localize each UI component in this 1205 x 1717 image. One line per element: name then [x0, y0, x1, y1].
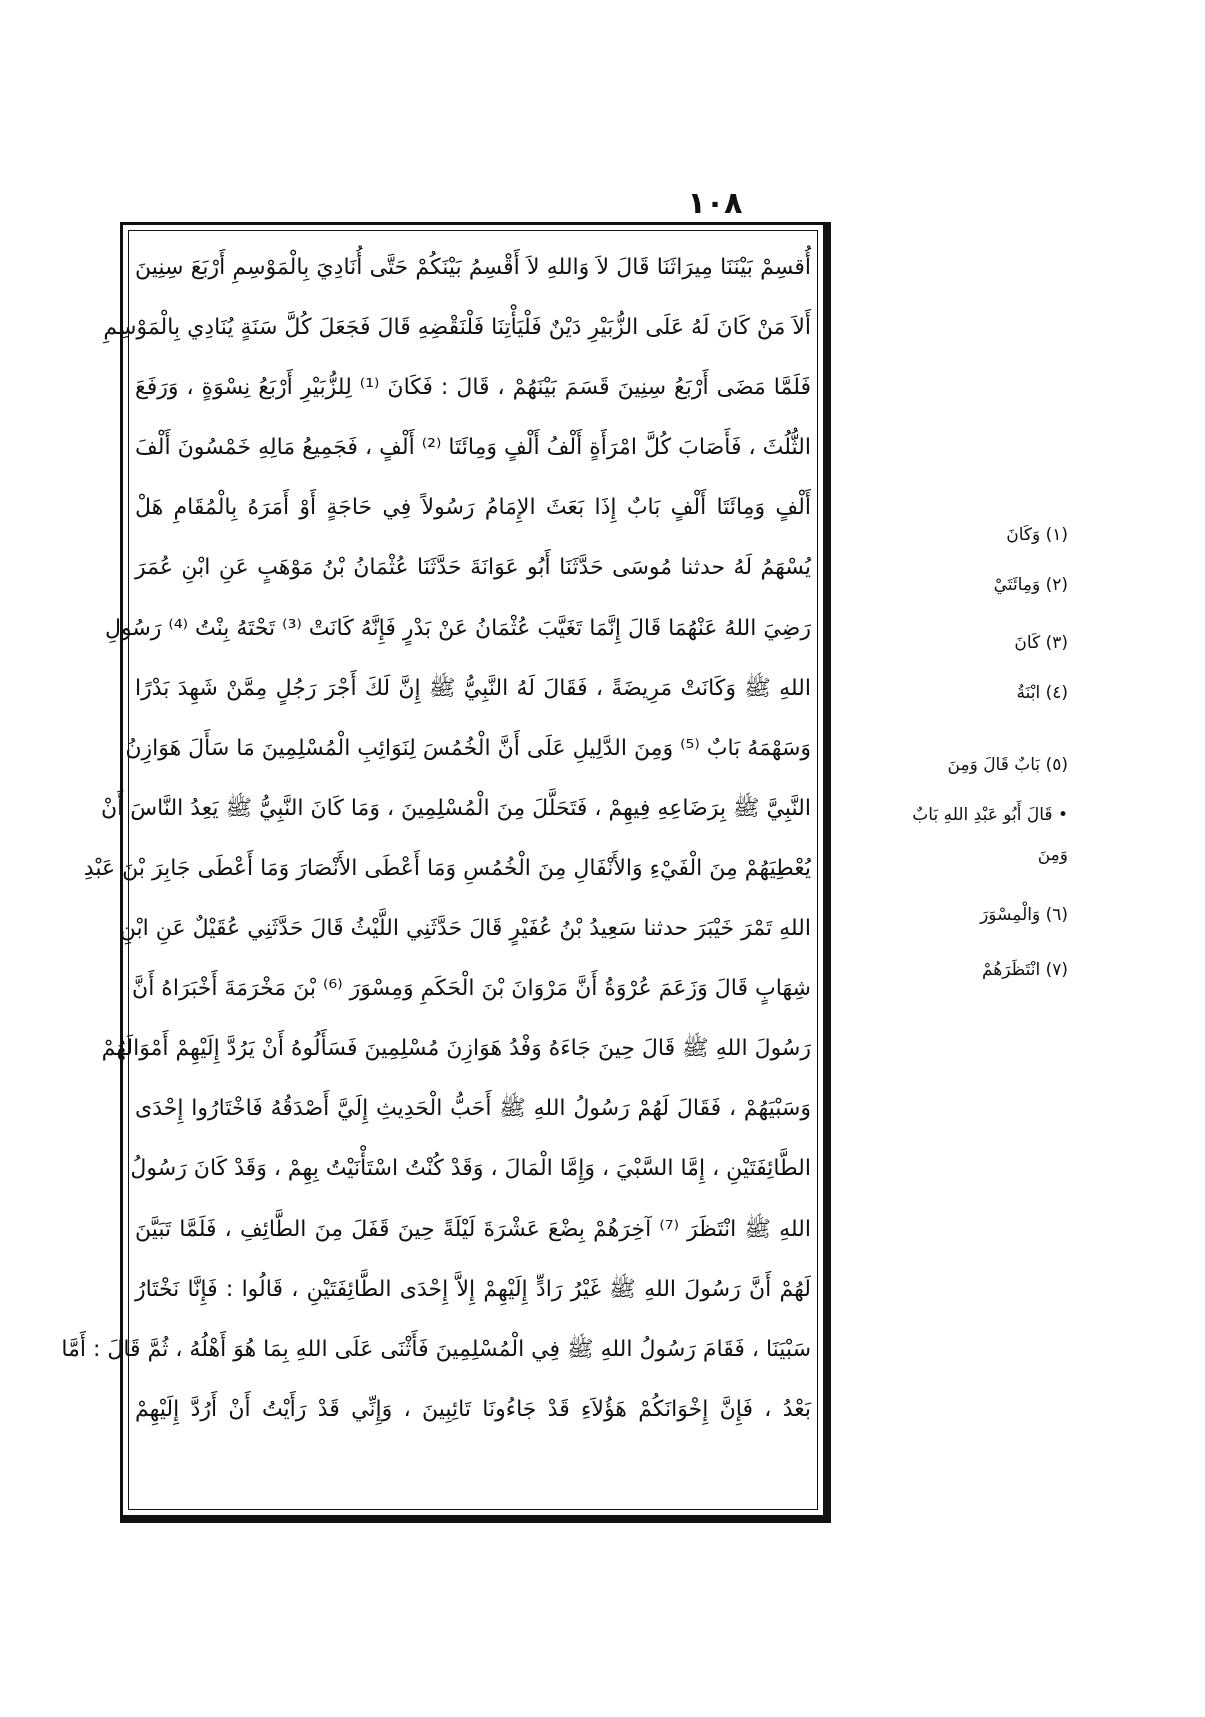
text-line: وَسَبْيَهُمْ ، فَقَالَ لَهُمْ رَسُولُ اللهِ ﷺ أَحَبُّ الْحَدِيثِ إِلَيَّ أَصْدَقُهُ فَاخْتَارُوا إِحْدَى: [135, 1096, 811, 1122]
margin-notes: [848, 515, 1068, 985]
margin-note-1: (١) وَكَانَ: [1006, 525, 1068, 545]
text-line: وَسَهْمَهُ بَابٌ ⁽⁵⁾ وَمِنَ الدَّلِيلِ عَلَى أَنَّ الْخُمُسَ لِنَوَائِبِ الْمُسْلِمِينَ مَا سَأَلَ هَوَازِنُ: [125, 735, 811, 761]
margin-note-7: (٧) انْتَظَرَهُمْ: [981, 960, 1068, 980]
margin-note-5: (٥) بَابٌ قَالَ وَمِنَ: [947, 755, 1068, 775]
text-line: يُسْهَمُ لَهُ حدثنا مُوسَى حَدَّثَنَا أَبُو عَوَانَةَ حَدَّثَنَا عُثْمَانُ بْنُ مَوْهَبٍ عَنِ ابْنِ عُمَرَ: [135, 555, 811, 581]
text-line: اللهِ ﷺ وَكَانَتْ مَرِيضَةً ، فَقَالَ لَهُ النَّبِيُّ ﷺ إِنَّ لَكَ أَجْرَ رَجُلٍ مِمَّنْ شَهِدَ بَدْرًا: [135, 675, 811, 701]
text-line: الطَّائِفَتَيْنِ ، إِمَّا السَّبْيَ ، وَإِمَّا الْمَالَ ، وَقَدْ كُنْتُ اسْتَأْنَيْتُ بِهِمْ ، وَقَدْ كَانَ رَسُولُ: [130, 1156, 811, 1182]
text-line: النَّبِيَّ ﷺ بِرَضَاعِهِ فِيهِمْ ، فَتَحَلَّلَ مِنَ الْمُسْلِمِينَ ، وَمَا كَانَ النَّبِيُّ ﷺ يَعِدُ النَّاسَ أَنْ: [100, 795, 811, 821]
text-line: فَلَمَّا مَضَى أَرْبَعُ سِنِينَ قَسَمَ بَيْنَهُمْ ، قَالَ : فَكَانَ ⁽¹⁾ لِلزُّبَيْرِ أَرْبَعُ نِسْوَةٍ ، وَرَفَعَ: [135, 375, 811, 401]
frame-shadow-right: [826, 222, 831, 1518]
text-line: يُعْطِيَهُمْ مِنَ الْفَيْءِ وَالأَنْفَالِ مِنَ الْخُمُسِ وَمَا أَعْطَى الأَنْصَارَ وَمَا أَعْطَى جَابِرَ بْنَ عَبْدِ: [83, 855, 811, 881]
text-line: لَهُمْ أَنَّ رَسُولَ اللهِ ﷺ غَيْرُ رَادٍّ إِلَيْهِمْ إِلاَّ إِحْدَى الطَّائِفَتَيْنِ ، قَالُوا : فَإِنَّا نَخْتَارُ: [135, 1276, 811, 1302]
margin-note-2: (٢) وَمِائَتَيْ: [993, 575, 1068, 595]
margin-note-bullet-cont: وَمِنَ: [1037, 845, 1068, 865]
margin-note-4: (٤) ابْنَةُ: [1016, 683, 1068, 703]
text-line: الثُّلُثَ ، فَأَصَابَ كُلَّ امْرَأَةٍ أَلْفُ أَلْفٍ وَمِائَتَا ⁽²⁾ أَلْفٍ ، فَجَمِيعُ مَالِهِ خَمْسُونَ أَلْفَ: [135, 435, 811, 461]
text-line: أَلاَ مَنْ كَانَ لَهُ عَلَى الزُّبَيْرِ دَيْنٌ فَلْيَأْتِنَا فَلْنَقْضِهِ قَالَ فَجَعَلَ كُلَّ سَنَةٍ يُنَادِي بِالْمَوْسِمِ: [103, 315, 811, 341]
text-line: رَضِيَ اللهُ عَنْهُمَا قَالَ إِنَّمَا تَغَيَّبَ عُثْمَانُ عَنْ بَدْرٍ فَإِنَّهُ كَانَتْ ⁽³⁾ تَحْتَهُ بِنْتُ ⁽⁴⁾ رَسُولِ: [105, 615, 811, 641]
text-line: اللهِ تَمْرَ خَيْبَرَ حدثنا سَعِيدُ بْنُ عُفَيْرٍ قَالَ حَدَّثَنِي اللَّيْثُ قَالَ حَدَّثَنِي عُقَيْلٌ عَنِ ابْنِ: [119, 916, 811, 942]
text-line: رَسُولَ اللهِ ﷺ قَالَ حِينَ جَاءَهُ وَفْدُ هَوَازِنَ مُسْلِمِينَ فَسَأَلُوهُ أَنْ يَرُدَّ إِلَيْهِمْ أَمْوَالَهُمْ: [101, 1036, 811, 1062]
main-text-block: [61, 238, 811, 1500]
frame-shadow-bottom: [120, 1518, 831, 1523]
text-line: أُقسِمْ بَيْنَنَا مِيرَاثَنَا قَالَ لاَ وَاللهِ لاَ أَقْسِمُ بَيْنَكُمْ حَتَّى أُنَادِيَ بِالْمَوْسِمِ أَرْبَعَ سِنِينَ: [135, 255, 811, 280]
page-number: ١٠٨: [687, 186, 743, 221]
text-line: شِهَابٍ قَالَ وَزَعَمَ عُرْوَةُ أَنَّ مَرْوَانَ بْنَ الْحَكَمِ وَمِسْوَرَ ⁽⁶⁾ بْنَ مَخْرَمَةَ أَخْبَرَاهُ أَنَّ: [132, 976, 811, 1002]
text-line: أَلْفٍ وَمِائَتَا أَلْفٍ بَابٌ إِذَا بَعَثَ الإِمَامُ رَسُولاً فِي حَاجَةٍ أَوْ أَمَرَهُ بِالْمُقَامِ هَلْ: [135, 495, 811, 521]
margin-note-bullet: • قَالَ أَبُو عَبْدِ اللهِ بَابٌ: [912, 805, 1068, 825]
text-line: سَبْيَنَا ، فَقَامَ رَسُولُ اللهِ ﷺ فِي الْمُسْلِمِينَ فَأَثْنَى عَلَى اللهِ بِمَا هُوَ أَهْلُهُ ، ثُمَّ قَالَ : أَمَّا: [61, 1336, 811, 1362]
text-line: اللهِ ﷺ انْتَظَرَ ⁽⁷⁾ آخِرَهُمْ بِضْعَ عَشْرَةَ لَيْلَةً حِينَ قَفَلَ مِنَ الطَّائِفِ ، فَلَمَّا تَبَيَّنَ: [135, 1216, 811, 1242]
margin-note-6: (٦) وَالْمِسْوَرَ: [980, 905, 1068, 925]
text-line: بَعْدُ ، فَإِنَّ إِخْوَانَكُمْ هَؤُلاَءِ قَدْ جَاءُونَا تَائِبِينَ ، وَإِنِّي قَدْ رَأَيْتُ أَنْ أَرُدَّ إِلَيْهِمْ: [135, 1396, 811, 1422]
margin-note-3: (٣) كَانَ: [1014, 633, 1068, 653]
